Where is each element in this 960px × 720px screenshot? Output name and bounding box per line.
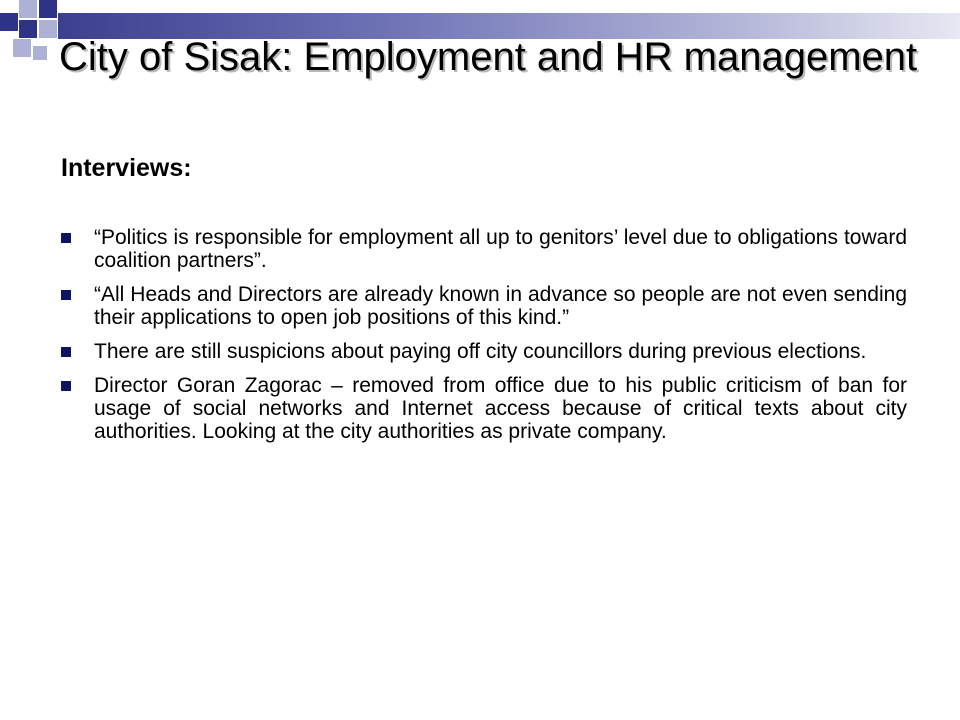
decor-square <box>0 13 18 31</box>
bullet-item <box>0 283 960 329</box>
slide-title: City of Sisak: Employment and HR management <box>59 35 918 79</box>
bullet-text: There are still suspicions about paying off city councillors during previous elections. <box>94 340 867 363</box>
bullet-item <box>0 226 960 272</box>
bullet-list <box>0 226 960 454</box>
bullet-text: “Politics is responsible for employment all up to genitors’ level due to obligations toward coalition partners”. <box>94 226 907 272</box>
bullet-item <box>0 374 960 443</box>
bullet-text: “All Heads and Directors are already known in advance so people are not even sending their applications to open job positions of this kind.” <box>94 283 907 329</box>
square-bullet-icon <box>61 290 71 300</box>
square-bullet-icon <box>61 347 71 357</box>
decor-square <box>19 0 37 18</box>
decor-square <box>39 0 57 18</box>
decor-square <box>19 20 37 38</box>
square-bullet-icon <box>61 381 71 391</box>
decor-square <box>33 46 47 60</box>
bullet-item <box>0 340 960 363</box>
square-bullet-icon <box>61 233 71 243</box>
decor-square <box>13 39 31 57</box>
slide-subtitle: Interviews: <box>61 154 192 182</box>
bullet-text: Director Goran Zagorac – removed from office due to his public criticism of ban for usage of social networks and Internet access because of critical texts about city authorities. Looking at the city authorities as private company. <box>94 374 907 443</box>
decor-square <box>39 20 57 38</box>
